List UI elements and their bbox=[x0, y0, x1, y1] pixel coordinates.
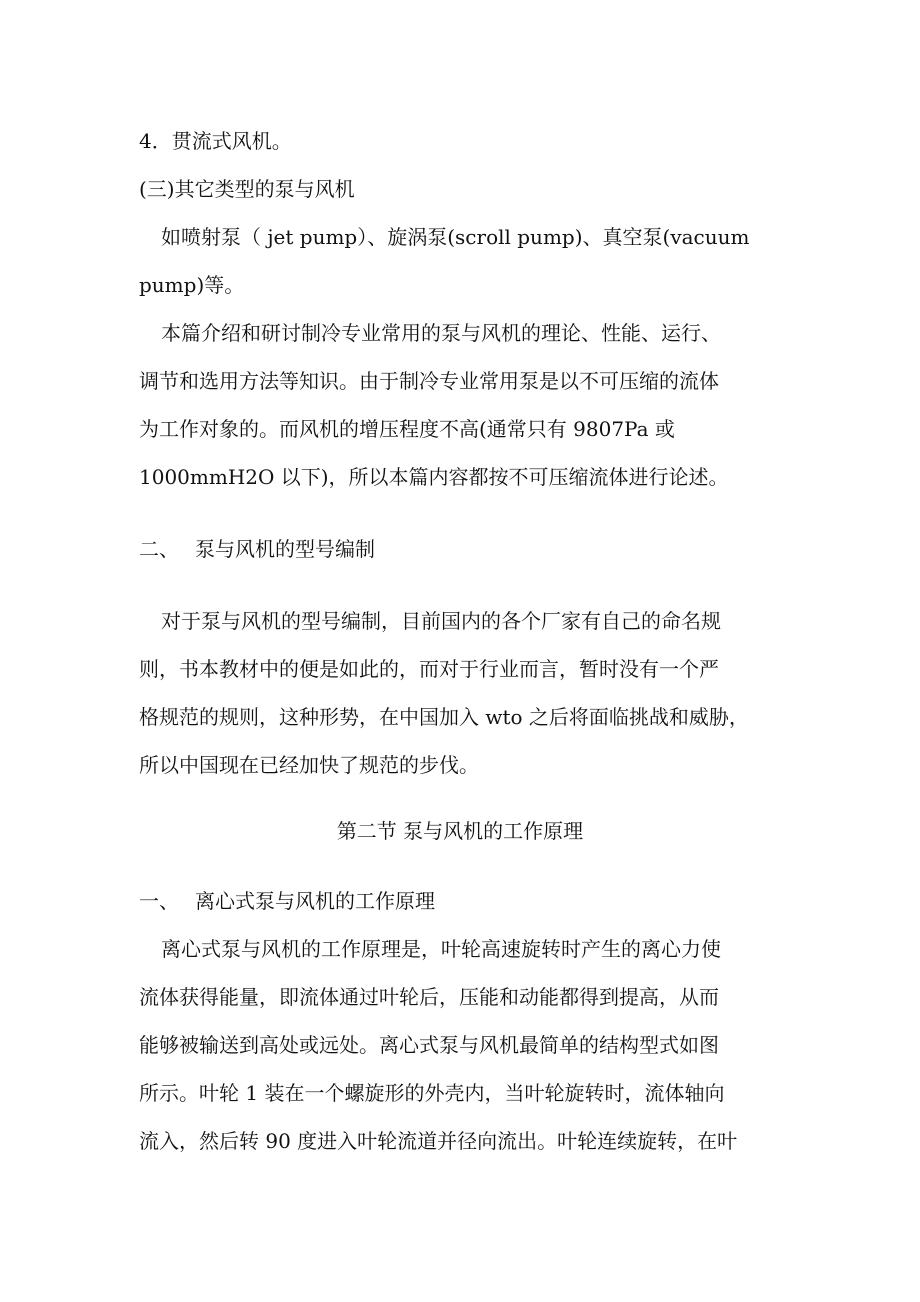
chapter-section-title: 第二节 泵与风机的工作原理 bbox=[336, 819, 584, 843]
paragraph-other-types-line-2: pump)等。 bbox=[139, 273, 245, 297]
paragraph-model-line-2: 则，书本教材中的便是如此的，而对于行业而言，暂时没有一个严 bbox=[139, 657, 719, 681]
paragraph-model-line-1: 对于泵与风机的型号编制，目前国内的各个厂家有自己的命名规 bbox=[161, 609, 721, 633]
paragraph-centrifugal-line-1: 离心式泵与风机的工作原理是，叶轮高速旋转时产生的离心力使 bbox=[161, 937, 721, 961]
paragraph-intro-line-4: 1000mmH2O 以下)，所以本篇内容都按不可压缩流体进行论述。 bbox=[139, 465, 729, 489]
heading-number: 一、 bbox=[139, 889, 179, 913]
paragraph-intro-line-3: 为工作对象的。而风机的增压程度不高(通常只有 9807Pa 或 bbox=[139, 417, 675, 441]
section-heading-model-numbering bbox=[139, 537, 375, 561]
subsection-heading-other-types: (三)其它类型的泵与风机 bbox=[139, 177, 355, 201]
paragraph-centrifugal-line-5: 流入，然后转 90 度进入叶轮流道并径向流出。叶轮连续旋转，在叶 bbox=[139, 1129, 738, 1153]
heading-title: 泵与风机的型号编制 bbox=[195, 537, 375, 561]
paragraph-intro-line-2: 调节和选用方法等知识。由于制冷专业常用泵是以不可压缩的流体 bbox=[139, 369, 719, 393]
paragraph-model-line-4: 所以中国现在已经加快了规范的步伐。 bbox=[139, 753, 479, 777]
paragraph-centrifugal-line-2: 流体获得能量，即流体通过叶轮后，压能和动能都得到提高，从而 bbox=[139, 985, 719, 1009]
paragraph-model-line-3: 格规范的规则，这种形势，在中国加入 wto 之后将面临挑战和威胁， bbox=[139, 705, 749, 729]
paragraph-centrifugal-line-4: 所示。叶轮 1 装在一个螺旋形的外壳内，当叶轮旋转时，流体轴向 bbox=[139, 1081, 725, 1105]
paragraph-centrifugal-line-3: 能够被输送到高处或远处。离心式泵与风机最简单的结构型式如图 bbox=[139, 1033, 719, 1057]
heading-number: 二、 bbox=[139, 537, 179, 561]
heading-title: 离心式泵与风机的工作原理 bbox=[195, 889, 435, 913]
paragraph-other-types-line-1: 如喷射泵（ jet pump）、旋涡泵(scroll pump)、真空泵(vacuum bbox=[161, 225, 750, 249]
section-heading-centrifugal bbox=[139, 889, 435, 913]
list-item-crossflow-fan: 4．贯流式风机。 bbox=[139, 129, 292, 153]
paragraph-intro-line-1: 本篇介绍和研讨制冷专业常用的泵与风机的理论、性能、运行、 bbox=[161, 321, 721, 345]
